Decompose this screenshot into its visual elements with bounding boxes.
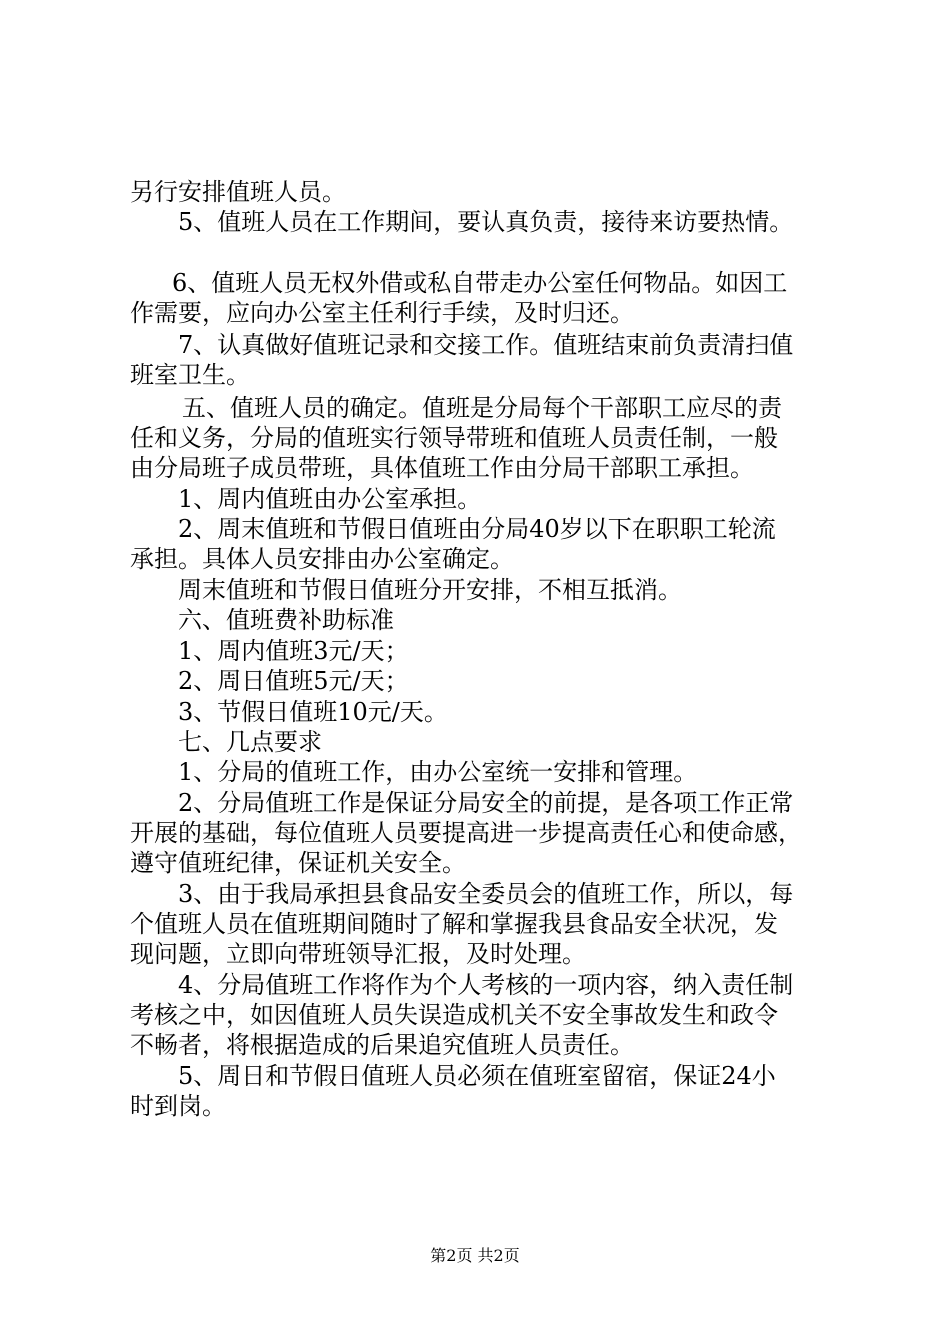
paragraph-line: 5、值班人员在工作期间，要认真负责，接待来访要热情。 bbox=[178, 208, 794, 236]
paragraph-line: 5、周日和节假日值班人员必须在值班室留宿，保证24小 bbox=[178, 1062, 776, 1090]
paragraph-line: 遵守值班纪律，保证机关安全。 bbox=[130, 849, 466, 877]
paragraph-line: 时到岗。 bbox=[130, 1092, 226, 1120]
paragraph-line: 班室卫生。 bbox=[130, 361, 250, 389]
paragraph-line: 3、节假日值班10元/天。 bbox=[178, 698, 448, 726]
paragraph-line: 周末值班和节假日值班分开安排，不相互抵消。 bbox=[178, 576, 682, 604]
paragraph-line: 7、认真做好值班记录和交接工作。值班结束前负责清扫值 bbox=[178, 331, 794, 359]
paragraph-line: 六、值班费补助标准 bbox=[178, 606, 394, 634]
paragraph-line: 承担。具体人员安排由办公室确定。 bbox=[130, 545, 514, 573]
paragraph-line: 1、分局的值班工作，由办公室统一安排和管理。 bbox=[178, 758, 698, 786]
paragraph-line: 1、周内值班由办公室承担。 bbox=[178, 485, 482, 513]
paragraph-line: 2、分局值班工作是保证分局安全的前提，是各项工作正常 bbox=[178, 789, 794, 817]
paragraph-line: 现问题，立即向带班领导汇报，及时处理。 bbox=[130, 940, 586, 968]
paragraph-line: 6、值班人员无权外借或私自带走办公室任何物品。如因工 bbox=[172, 269, 788, 297]
paragraph-line: 另行安排值班人员。 bbox=[130, 178, 346, 206]
paragraph-line: 1、周内值班3元/天； bbox=[178, 637, 409, 665]
paragraph-line: 作需要，应向办公室主任利行手续，及时归还。 bbox=[130, 299, 634, 327]
paragraph-line: 五、值班人员的确定。值班是分局每个干部职工应尽的责 bbox=[182, 394, 782, 422]
paragraph-line: 考核之中，如因值班人员失误造成机关不安全事故发生和政令 bbox=[130, 1001, 778, 1029]
paragraph-line: 个值班人员在值班期间随时了解和掌握我县食品安全状况，发 bbox=[130, 910, 778, 938]
page-number-footer: 第2页 共2页 bbox=[430, 1246, 520, 1265]
paragraph-line: 2、周末值班和节假日值班由分局40岁以下在职职工轮流 bbox=[178, 515, 776, 543]
paragraph-line: 2、周日值班5元/天； bbox=[178, 667, 409, 695]
paragraph-line: 4、分局值班工作将作为个人考核的一项内容，纳入责任制 bbox=[178, 971, 794, 999]
paragraph-line: 七、几点要求 bbox=[178, 728, 322, 756]
paragraph-line: 3、由于我局承担县食品安全委员会的值班工作，所以，每 bbox=[178, 880, 794, 908]
paragraph-line: 不畅者，将根据造成的后果追究值班人员责任。 bbox=[130, 1031, 634, 1059]
paragraph-line: 任和义务，分局的值班实行领导带班和值班人员责任制，一般 bbox=[130, 424, 778, 452]
paragraph-line: 由分局班子成员带班，具体值班工作由分局干部职工承担。 bbox=[130, 454, 754, 482]
paragraph-line: 开展的基础，每位值班人员要提高进一步提高责任心和使命感， bbox=[130, 819, 802, 847]
